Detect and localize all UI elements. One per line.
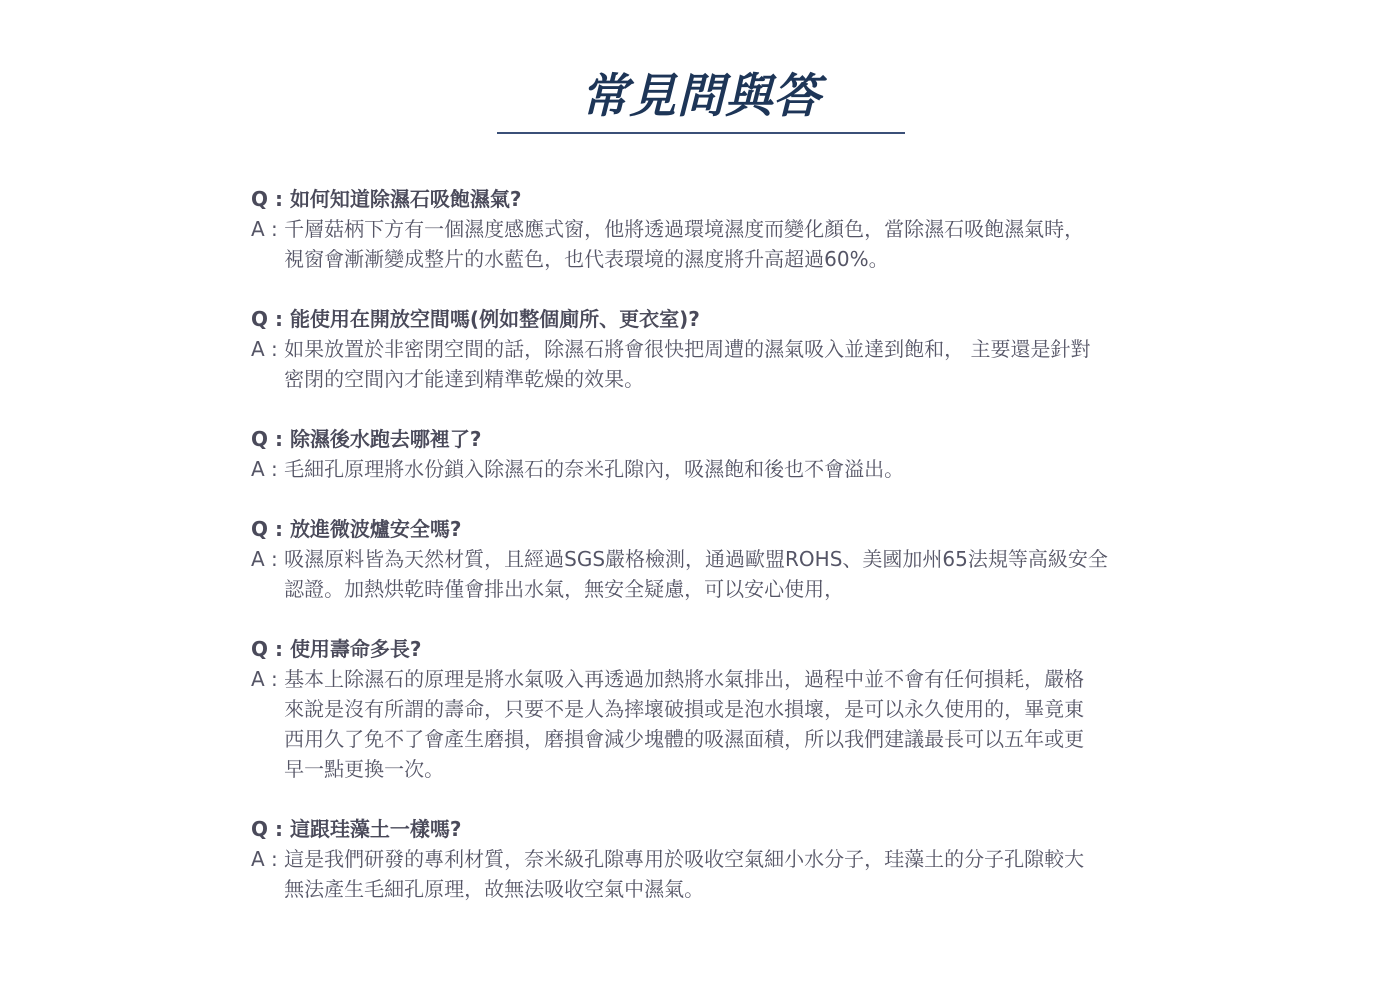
title-underline bbox=[497, 132, 905, 134]
answer-line: 吸濕原料皆為天然材質，且經過SGS嚴格檢測，通過歐盟ROHS、美國加州65法規等高級安全 bbox=[284, 547, 1108, 571]
answer-prefix: A : bbox=[251, 337, 285, 361]
answer-prefix: A : bbox=[251, 847, 285, 871]
faq-answer bbox=[251, 334, 1171, 394]
answer-text bbox=[284, 214, 1174, 274]
question-prefix: Q : bbox=[251, 427, 290, 451]
question-prefix: Q : bbox=[251, 817, 290, 841]
answer-prefix: A : bbox=[251, 457, 285, 481]
question-prefix: Q : bbox=[251, 187, 290, 211]
faq-answer bbox=[251, 544, 1171, 604]
faq-item bbox=[251, 814, 1171, 904]
answer-line: 密閉的空間內才能達到精準乾燥的效果。 bbox=[284, 367, 645, 391]
faq-question bbox=[251, 634, 1171, 664]
faq-item bbox=[251, 514, 1171, 604]
question-text: 除濕後水跑去哪裡了? bbox=[289, 427, 482, 451]
question-text: 使用壽命多長? bbox=[289, 637, 422, 661]
faq-question bbox=[251, 304, 1171, 334]
faq-item bbox=[251, 184, 1171, 274]
answer-text bbox=[284, 454, 1174, 484]
question-text: 能使用在開放空間嗎(例如整個廁所、更衣室)? bbox=[289, 307, 700, 331]
page-title: 常見問與答 bbox=[581, 69, 821, 124]
title-container bbox=[497, 62, 905, 132]
question-text: 如何知道除濕石吸飽濕氣? bbox=[289, 187, 522, 211]
answer-line: 毛細孔原理將水份鎖入除濕石的奈米孔隙內，吸濕飽和後也不會溢出。 bbox=[284, 457, 905, 481]
answer-line: 西用久了免不了會產生磨損，磨損會減少塊體的吸濕面積，所以我們建議最長可以五年或更 bbox=[284, 727, 1085, 751]
faq-question bbox=[251, 184, 1171, 214]
faq-answer bbox=[251, 214, 1171, 274]
answer-line: 千層菇柄下方有一個濕度感應式窗，他將透過環境濕度而變化顏色，當除濕石吸飽濕氣時， bbox=[284, 217, 1085, 241]
question-text: 放進微波爐安全嗎? bbox=[289, 517, 462, 541]
faq-answer bbox=[251, 454, 1171, 484]
answer-line: 無法產生毛細孔原理，故無法吸收空氣中濕氣。 bbox=[284, 877, 705, 901]
faq-item bbox=[251, 424, 1171, 484]
faq-item bbox=[251, 304, 1171, 394]
faq-question bbox=[251, 814, 1171, 844]
faq-list bbox=[251, 184, 1171, 934]
faq-question bbox=[251, 514, 1171, 544]
answer-text bbox=[284, 664, 1174, 784]
answer-text bbox=[284, 544, 1174, 604]
answer-line: 早一點更換一次。 bbox=[284, 757, 445, 781]
answer-prefix: A : bbox=[251, 547, 285, 571]
question-prefix: Q : bbox=[251, 517, 290, 541]
question-prefix: Q : bbox=[251, 307, 290, 331]
answer-prefix: A : bbox=[251, 217, 285, 241]
answer-line: 視窗會漸漸變成整片的水藍色，也代表環境的濕度將升高超過60%。 bbox=[284, 247, 889, 271]
answer-line: 如果放置於非密閉空間的話，除濕石將會很快把周遭的濕氣吸入並達到飽和， 主要還是針對 bbox=[284, 337, 1091, 361]
answer-line: 來說是沒有所謂的壽命，只要不是人為摔壞破損或是泡水損壞，是可以永久使用的，畢竟東 bbox=[284, 697, 1085, 721]
answer-line: 基本上除濕石的原理是將水氣吸入再透過加熱將水氣排出，過程中並不會有任何損耗，嚴格 bbox=[284, 667, 1085, 691]
faq-answer bbox=[251, 844, 1171, 904]
question-text: 這跟珪藻土一樣嗎? bbox=[289, 817, 462, 841]
answer-prefix: A : bbox=[251, 667, 285, 691]
faq-item bbox=[251, 634, 1171, 784]
answer-line: 認證。加熱烘乾時僅會排出水氣，無安全疑慮，可以安心使用， bbox=[284, 577, 845, 601]
faq-question bbox=[251, 424, 1171, 454]
faq-answer bbox=[251, 664, 1171, 784]
answer-text bbox=[284, 844, 1174, 904]
question-prefix: Q : bbox=[251, 637, 290, 661]
answer-line: 這是我們研發的專利材質，奈米級孔隙專用於吸收空氣細小水分子，珪藻土的分子孔隙較大 bbox=[284, 847, 1085, 871]
answer-text bbox=[284, 334, 1174, 394]
